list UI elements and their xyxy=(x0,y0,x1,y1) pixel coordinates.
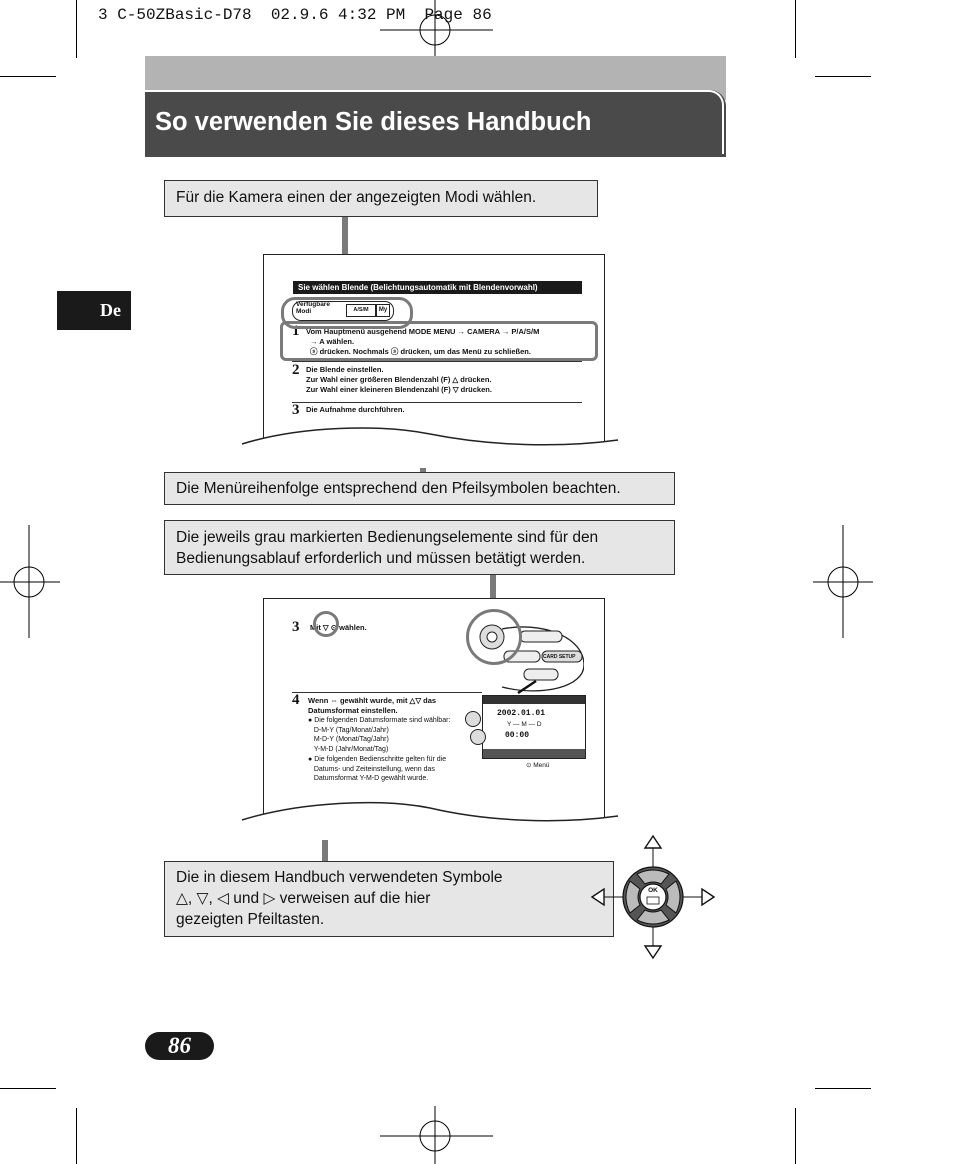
up-arrow-icon xyxy=(645,836,661,848)
step-1-line1: Vom Hauptmenü ausgehend MODE MENU → CAMERA → P/A/S/M xyxy=(306,327,540,336)
step-4-line1b: gewählt wurde, mit △▽ das xyxy=(339,696,437,705)
slug-page-word: Page xyxy=(424,6,463,24)
date-icon: ⇔ xyxy=(330,696,338,705)
slug-text: 3 C-50ZBasic-D78 xyxy=(98,6,252,24)
bullet-1-line3: M-D-Y (Monat/Tag/Jahr) xyxy=(313,736,389,743)
small-dpad-icon xyxy=(470,729,486,745)
menu-caption xyxy=(526,761,550,771)
divider xyxy=(292,361,582,362)
mode-icon-my: My xyxy=(376,304,390,317)
divider xyxy=(292,402,582,403)
step-3-text: Die Aufnahme durchführen. xyxy=(306,405,405,414)
mode-icon-asm: A/S/M xyxy=(346,304,376,317)
down-arrow-icon xyxy=(645,946,661,958)
lcd-header xyxy=(483,696,585,704)
lcd-screen xyxy=(482,695,586,759)
arrow-pad-diagram xyxy=(588,830,718,962)
page-number: 86 xyxy=(168,1033,191,1058)
step-1-line3b: drücken, um das Menü zu schließen. xyxy=(400,347,531,356)
callout-symbols xyxy=(164,861,614,937)
torn-edge xyxy=(240,790,620,840)
step-4-line1a: Wenn xyxy=(308,696,329,705)
callout-symbols-line2: △, ▽, ◁ und ▷ verweisen auf die hier xyxy=(176,890,431,907)
bullet-2: ● Die folgenden Bedienschritte gelten für die Datums- und Zeiteinstellung, wenn das Datumsformat Y-M-D gewählt wurde. xyxy=(308,756,447,782)
callout-menu-text: Die Menüreihenfolge entsprechend den Pfeilsymbolen beachten. xyxy=(176,480,621,497)
callout-symbols-line1: Die in diesem Handbuch verwendeten Symbole xyxy=(176,869,503,886)
timer-icon: ⊙ xyxy=(526,762,532,769)
divider xyxy=(292,692,482,693)
callout-mode-text: Für die Kamera einen der angezeigten Modi wählen. xyxy=(176,189,537,206)
step-3-a: Mit xyxy=(310,623,321,632)
card-setup-label: CARD SETUP xyxy=(543,654,576,660)
ok-label: OK xyxy=(648,887,658,894)
lcd-format: Y — M — D xyxy=(507,721,542,728)
bullet-1-line2: D-M-Y (Tag/Monat/Jahr) xyxy=(313,726,389,734)
step-4-text xyxy=(308,696,436,716)
print-slug xyxy=(98,6,492,24)
right-arrow-icon xyxy=(702,889,714,905)
bullet-2-line3: Datumsformat Y-M-D gewählt wurde. xyxy=(313,775,429,782)
bullet-1-line4: Y-M-D (Jahr/Monat/Tag) xyxy=(313,745,389,753)
step-3-text: Mit ▽ ⊙ wählen. xyxy=(310,623,367,632)
language-tab: De xyxy=(57,291,131,330)
title-bar xyxy=(145,90,726,157)
modes-label-line1: Verfügbare xyxy=(296,301,330,308)
torn-edge xyxy=(240,418,620,468)
bullet-1-line1: Die folgenden Datumsformate sind wählbar: xyxy=(314,717,451,724)
left-arrow-icon xyxy=(592,889,604,905)
menu-caption-text: Menü xyxy=(533,762,550,769)
bullet-2-line2: Datums- und Zeiteinstellung, wenn das xyxy=(313,765,435,773)
step-number: 2 xyxy=(292,362,300,378)
step-number: 3 xyxy=(292,402,300,418)
lcd-time: 00:00 xyxy=(505,731,530,740)
timer-icon: ⊙ xyxy=(330,623,338,632)
callout-menu xyxy=(164,472,675,505)
callout-gray-line2: Bedienungsablauf erforderlich und müssen betätigt werden. xyxy=(176,550,586,567)
modes-label-line2: Modi xyxy=(296,308,312,315)
bullet-1: ● Die folgenden Datumsformate sind wählbar: D-M-Y (Tag/Monat/Jahr) M-D-Y (Monat/Tag/Jahr) Y-M-D (Jahr/Monat/Tag) xyxy=(308,717,451,753)
ok-button-icon: ⓢ xyxy=(310,347,318,356)
step-number: 3 xyxy=(292,619,300,635)
lcd-footer xyxy=(483,749,585,758)
step-4-line2: Datumsformat einstellen. xyxy=(308,706,398,715)
highlight-dial xyxy=(466,609,522,665)
callout-mode xyxy=(164,180,598,217)
lcd-date: 2002.01.01 xyxy=(497,709,546,718)
step-2-line2: Zur Wahl einer größeren Blendenzahl (F) △ drücken. xyxy=(306,375,492,384)
step-number: 4 xyxy=(292,692,300,708)
step-3-b: wählen. xyxy=(339,623,367,632)
sample-banner: Sie wählen Blende (Belichtungsautomatik mit Blendenvorwahl) xyxy=(293,281,582,294)
step-2-line3: Zur Wahl einer kleineren Blendenzahl (F) ▽ drücken. xyxy=(306,385,492,394)
small-dpad-icon xyxy=(465,711,481,727)
step-1-line2: → A wählen. xyxy=(310,337,355,346)
ok-button-icon: ⓢ xyxy=(390,347,399,356)
callout-gray-line1: Die jeweils grau markierten Bedienungselemente sind für den xyxy=(176,529,599,546)
slug-datetime: 02.9.6 4:32 PM xyxy=(270,6,406,24)
bullet-2-line1: Die folgenden Bedienschritte gelten für die xyxy=(314,756,447,763)
step-number: 1 xyxy=(292,323,300,339)
callout-gray xyxy=(164,520,675,575)
step-2-text xyxy=(306,365,492,395)
highlight-arrow-key xyxy=(313,611,339,637)
callout-symbols-line3: gezeigten Pfeiltasten. xyxy=(176,911,325,928)
highlight-menu-path xyxy=(280,321,598,361)
slug-page-number: 86 xyxy=(472,6,492,24)
page-title: So verwenden Sie dieses Handbuch xyxy=(155,108,592,136)
step-2-line1: Die Blende einstellen. xyxy=(306,365,384,374)
step-1-line3: drücken. Nochmals xyxy=(319,347,389,356)
